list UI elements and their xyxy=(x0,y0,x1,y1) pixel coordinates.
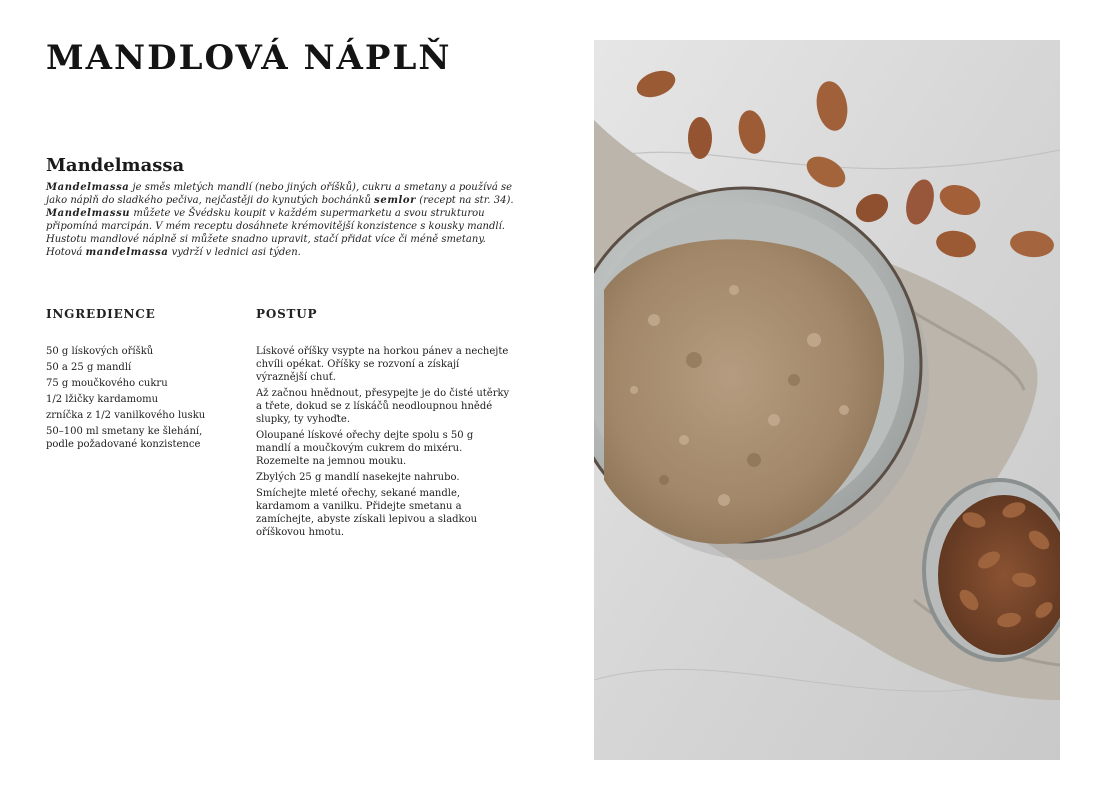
ingredient-item: 50 a 25 g mandlí xyxy=(46,362,132,373)
recipe-photo xyxy=(594,40,1060,760)
intro-paragraph-3 xyxy=(46,233,516,259)
intro-text-segment: vydrží v lednici asi týden. xyxy=(168,247,301,258)
ingredient-item: 75 g moučkového cukru xyxy=(46,378,168,389)
intro-text-segment: (recept na str. 34). xyxy=(416,195,514,206)
intro-text-segment: je směs mletých mandlí (nebo jiných oříšků), cukru a smetany a používá se jako náplň do sladkého pečiva, nejčastěji do kynutých bochánků xyxy=(46,182,513,206)
intro-text-segment: můžete ve Švédsku koupit v každém supermarketu a svou strukturou připomíná marcipán. V mém receptu dosáhnete krémovitější konzistence s kousky mandlí. xyxy=(46,208,505,232)
intro-emphasis: Mandelmassa xyxy=(46,182,130,193)
step-item: Lískové oříšky vsypte na horkou pánev a nechejte chvíli opékat. Oříšky se rozvoní a získají výraznější chuť. xyxy=(256,346,509,383)
page-title: MANDLOVÁ NÁPLŇ xyxy=(46,38,452,78)
ingredient-item: 50 g lískových oříšků xyxy=(46,346,154,357)
intro-paragraph-1 xyxy=(46,181,516,207)
step-item: Zbylých 25 g mandlí nasekejte nahrubo. xyxy=(256,472,460,483)
ingredient-item: zrníčka z 1/2 vanilkového lusku xyxy=(46,410,206,421)
step-item: Smíchejte mleté ořechy, sekané mandle, kardamom a vanilku. Přidejte smetanu a zamíchejte, abyste získali lepivou a sladkou oříškovou hmotu. xyxy=(256,488,478,538)
recipe-subtitle: Mandelmassa xyxy=(46,155,185,176)
ingredient-item: 1/2 lžičky kardamomu xyxy=(46,394,159,405)
intro-text-segment: Hustotu mandlové náplně si můžete snadno upravit, stačí přidat více či méně smetany. Hotová xyxy=(46,234,486,258)
ingredient-item: 50–100 ml smetany ke šlehání, podle požadované konzistence xyxy=(46,426,203,450)
steps-list xyxy=(256,345,510,542)
intro-paragraph-2 xyxy=(46,207,516,233)
almond xyxy=(688,117,712,159)
step-item: Až začnou hnědnout, přesypejte je do čisté utěrky a třete, dokud se z lískáčů neodloupnou hnědé slupky, ty vyhoďte. xyxy=(256,388,510,425)
intro-emphasis: semlor xyxy=(374,195,417,206)
steps-heading: POSTUP xyxy=(256,307,318,321)
ingredients-heading: INGREDIENCE xyxy=(46,307,156,321)
ingredients-list xyxy=(46,345,216,454)
intro-text xyxy=(46,181,516,259)
step-item: Oloupané lískové ořechy dejte spolu s 50 g mandlí a moučkovým cukrem do mixéru. Rozemelte na jemnou mouku. xyxy=(256,430,474,467)
intro-emphasis: Mandelmassu xyxy=(46,208,131,219)
intro-emphasis: mandelmassa xyxy=(85,247,169,258)
